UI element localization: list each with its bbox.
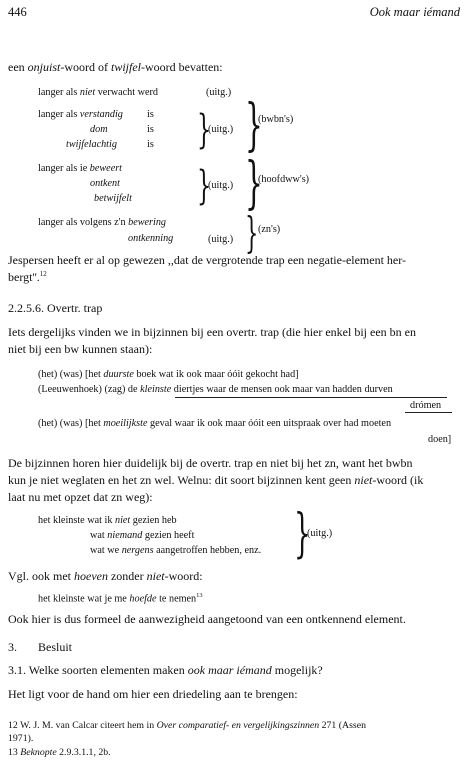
example-group2-line1-verb: is <box>147 109 154 120</box>
example-group3-tag-outer: (hoofdww's) <box>258 174 310 185</box>
example-group2-line3: twijfelachtig <box>66 139 117 150</box>
example-group4-line1: langer als volgens z'n bewering <box>38 217 167 228</box>
vgl-line: Vgl. ook met hoeven zonder niet-woord: <box>8 569 203 583</box>
right-brace-outer: } <box>245 151 263 216</box>
example-group2-tag-outer: (bwbn's) <box>258 114 294 125</box>
section-3-number: 3. <box>8 640 17 654</box>
example3-tag: (uitg.) <box>307 528 333 539</box>
para2-line1: Iets dergelijks vinden we in bijzinnen bij een overtr. trap (die hier enkel bij een bn en <box>8 325 416 339</box>
underline-mark <box>405 412 452 413</box>
example-group4-line2: ontkenning <box>128 233 174 244</box>
conclusion-line: Ook hier is dus formeel de aanwezigheid aangetoond van een ontkennend element. <box>8 612 406 626</box>
example2-line2: (Leeuwenhoek) (zag) de kleinste diertjes waar de mensen ook maar van hadden durven <box>38 384 393 395</box>
example-group4-tag-outer: (zn's) <box>258 224 281 235</box>
section-3-1-heading: 3.1. Welke soorten elementen maken ook maar iémand mogelijk? <box>8 663 323 677</box>
example-row-1: langer als niet verwacht werd <box>38 87 158 98</box>
para4: Het ligt voor de hand om hier een driedeling aan te brengen: <box>8 687 298 701</box>
footnote-12-line2: 1971). <box>8 733 34 744</box>
example-group4-tag-inner: (uitg.) <box>208 234 234 245</box>
example-group2-tag-inner: (uitg.) <box>208 124 234 135</box>
example-group2-line2-verb: is <box>147 124 154 135</box>
footnote-13: 13 Beknopte 2.9.3.1.1, 2b. <box>8 747 111 758</box>
example-group3-line1: langer als ie beweert <box>38 163 123 174</box>
right-brace-outer: } <box>245 208 259 257</box>
jespersen-line1: Jespersen heeft er al op gewezen ,,dat de vergrotende trap een negatie-element her- <box>8 253 407 267</box>
example-group2-line2: dom <box>90 124 108 135</box>
example-group2-line1: langer als verstandig <box>38 109 123 120</box>
footnote-12-line1: 12 W. J. M. van Calcar citeert hem in Over comparatief- en vergelijkingszinnen 271 (Assen <box>8 720 366 731</box>
vgl-example: het kleinste wat je me hoefde te nemen$^{13}$ <box>38 592 203 605</box>
example-group2-line3-verb: is <box>147 139 154 150</box>
section-3-title: Besluit <box>38 640 73 654</box>
jespersen-line2: bergt''.$^{12}$ <box>8 270 47 284</box>
example-group3-tag-inner: (uitg.) <box>208 180 234 191</box>
example3-line1: het kleinste wat ik niet gezien heb <box>38 515 177 526</box>
example2-line3-cont: doen] <box>428 434 452 445</box>
example3-line3: wat we nergens aangetroffen hebben, enz. <box>90 545 262 556</box>
page-number: 446 <box>8 5 27 19</box>
example-group3-line3: betwijfelt <box>94 193 132 204</box>
intro-line: een onjuist-woord of twijfel-woord bevatten: <box>8 60 223 74</box>
example2-line3: (het) (was) [het moeilijkste geval waar ik ook maar óóit een uitspraak over had moeten <box>38 418 392 429</box>
example3-line2: wat niemand gezien heeft <box>90 530 195 541</box>
example-row-1-tag: (uitg.) <box>206 87 232 98</box>
para3-line1: De bijzinnen horen hier duidelijk bij de overtr. trap en niet bij het zn, want het bwbn <box>8 456 413 470</box>
example2-line1: (het) (was) [het duurste boek wat ik ook maar óóit gekocht had] <box>38 369 299 380</box>
para3-line2: kun je niet weglaten en het zn wel. Welnu: dit soort bijzinnen kent geen niet-woord (ik <box>8 473 424 487</box>
right-brace-inner: } <box>197 107 211 153</box>
right-brace-outer: } <box>245 93 263 158</box>
right-brace-inner: } <box>197 163 211 209</box>
para2-line2: niet bij een bw kunnen staan): <box>8 342 153 356</box>
example-group3-line2: ontkent <box>90 178 120 189</box>
running-title: Ook maar iémand <box>369 5 460 19</box>
para3-line3: laat nu met opzet dat zn weg): <box>8 490 153 504</box>
right-brace-inner: } <box>294 504 311 564</box>
section-heading-2-2-5-6: 2.2.5.6. Overtr. trap <box>8 301 103 315</box>
underline-mark <box>175 397 447 398</box>
example2-line2-cont: drómen <box>410 400 442 411</box>
footnote-ref-13[interactable]: 13 <box>196 592 203 599</box>
footnote-ref-12[interactable]: 12 <box>39 270 47 278</box>
